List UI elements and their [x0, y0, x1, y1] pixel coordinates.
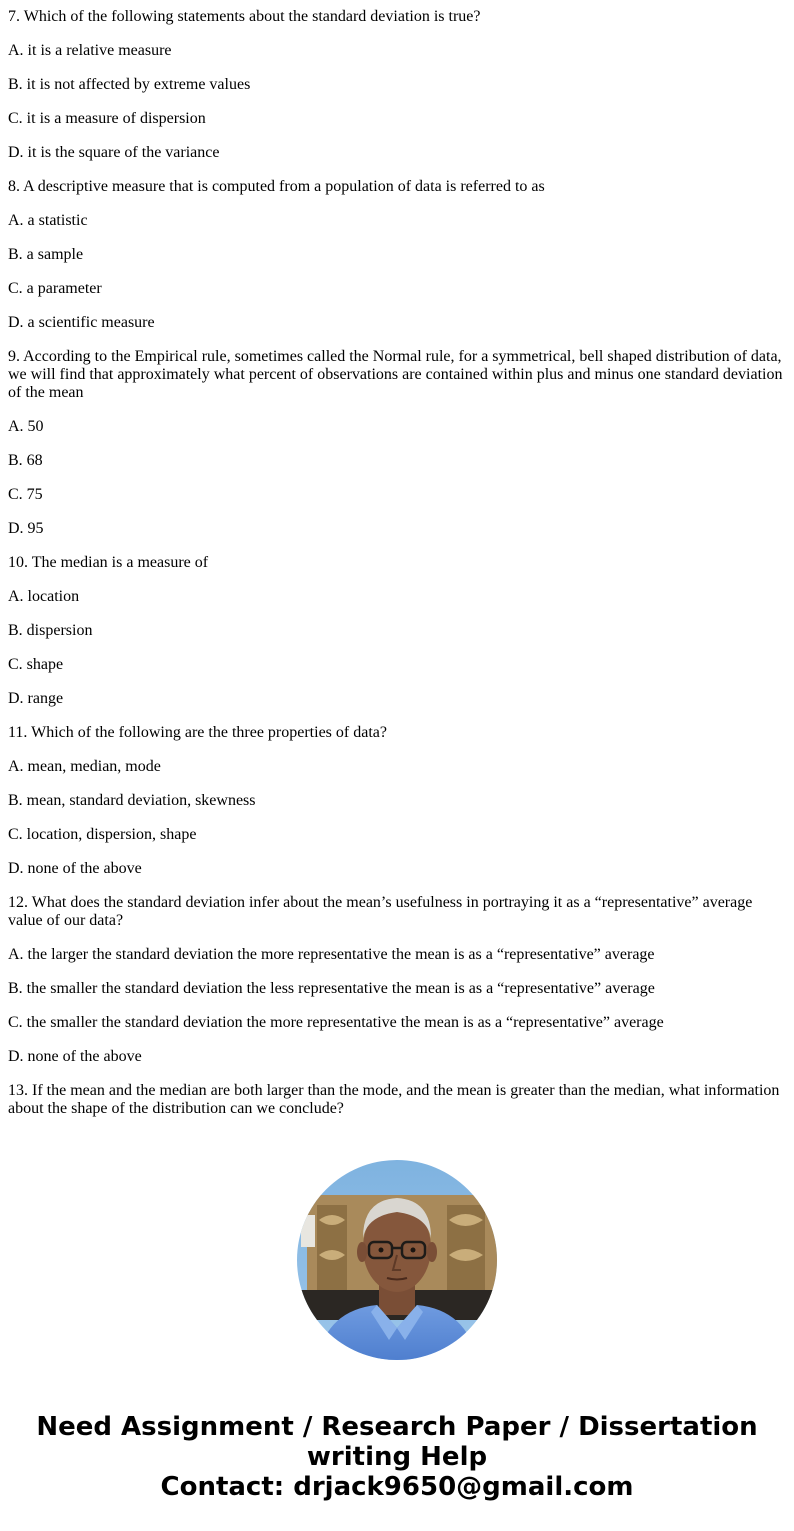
footer-heading: Need Assignment / Research Paper / Dissertation writing Help — [36, 1412, 758, 1472]
answer-option: D. it is the square of the variance — [8, 144, 220, 161]
question-text: 9. According to the Empirical rule, sometimes called the Normal rule, for a symmetrical, bell shaped distribution of data, we will find that approximately what percent of observations are contained within plus and minus one standard deviation of the mean — [8, 348, 783, 401]
question-text: 13. If the mean and the median are both larger than the mode, and the mean is greater than the median, what information about the shape of the distribution can we conclude? — [8, 1082, 780, 1117]
answer-option: A. location — [8, 588, 80, 605]
answer-option: C. it is a measure of dispersion — [8, 110, 206, 127]
answer-option: D. 95 — [8, 520, 44, 537]
answer-option: A. a statistic — [8, 212, 88, 229]
contact-footer — [0, 1412, 794, 1502]
answer-option: D. a scientific measure — [8, 314, 155, 331]
answer-option: D. none of the above — [8, 1048, 142, 1065]
footer-contact: Contact: drjack9650@gmail.com — [160, 1472, 634, 1502]
question-text: 10. The median is a measure of — [8, 554, 209, 571]
question-text: 8. A descriptive measure that is computed from a population of data is referred to as — [8, 178, 545, 195]
question-text: 11. Which of the following are the three properties of data? — [8, 724, 387, 741]
question-text: 7. Which of the following statements about the standard deviation is true? — [8, 8, 481, 25]
answer-option: B. 68 — [8, 452, 43, 469]
question-text: 12. What does the standard deviation infer about the mean’s usefulness in portraying it as a “representative” average value of our data? — [8, 894, 753, 929]
answer-option: D. range — [8, 690, 64, 707]
author-photo-icon — [297, 1160, 497, 1360]
question-list — [0, 8, 794, 1118]
answer-option: B. mean, standard deviation, skewness — [8, 792, 256, 809]
answer-option: B. the smaller the standard deviation the less representative the mean is as a “representative” average — [8, 980, 655, 997]
answer-option: C. shape — [8, 656, 64, 673]
answer-option: A. mean, median, mode — [8, 758, 161, 775]
answer-option: B. dispersion — [8, 622, 93, 639]
answer-option: C. 75 — [8, 486, 43, 503]
answer-option: C. location, dispersion, shape — [8, 826, 197, 843]
answer-option: C. a parameter — [8, 280, 102, 297]
answer-option: C. the smaller the standard deviation the more representative the mean is as a “representative” average — [8, 1014, 664, 1031]
answer-option: A. 50 — [8, 418, 44, 435]
answer-option: D. none of the above — [8, 860, 142, 877]
answer-option: B. a sample — [8, 246, 84, 263]
answer-option: A. it is a relative measure — [8, 42, 172, 59]
answer-option: B. it is not affected by extreme values — [8, 76, 251, 93]
answer-option: A. the larger the standard deviation the more representative the mean is as a “representative” average — [8, 946, 655, 963]
